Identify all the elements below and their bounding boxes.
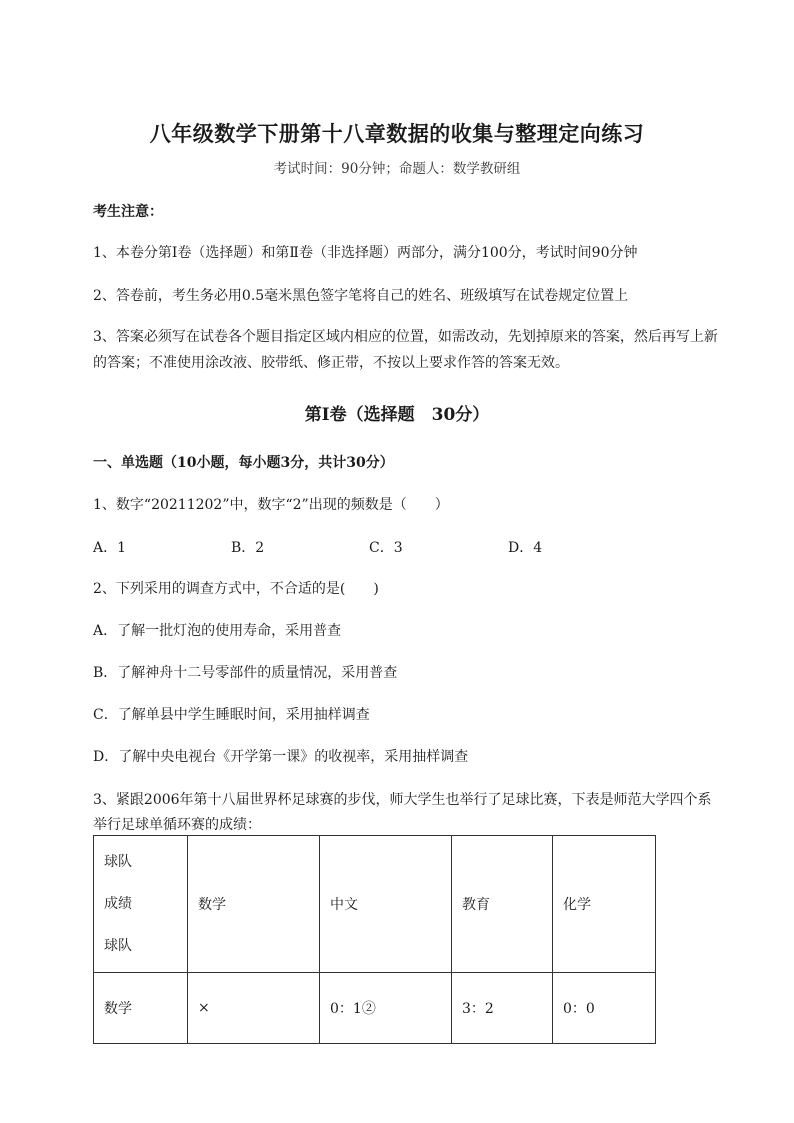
table-corner-cell xyxy=(94,836,188,973)
part1-title: 第I卷（选择题 30分） xyxy=(304,405,490,425)
q2-option-d: D．了解中央电视台《开学第一课》的收视率，采用抽样调查 xyxy=(93,749,469,765)
notice-item-2: 2、答卷前，考生务必用0.5毫米黑色签字笔将自己的姓名、班级填写在试卷规定位置上 xyxy=(93,288,629,304)
results-table xyxy=(93,835,656,1044)
q1-stem: 1、数字“20211202”中，数字“2”出现的频数是（ ） xyxy=(93,497,449,513)
corner-label-score: 成绩 xyxy=(104,896,132,912)
table-row xyxy=(94,973,656,1044)
corner-label-team-top: 球队 xyxy=(104,854,132,870)
column-header: 教育 xyxy=(452,836,553,973)
notice-heading: 考生注意： xyxy=(93,204,163,220)
table-cell: 0：0 xyxy=(553,973,656,1044)
q1-option-a: A．1 xyxy=(93,540,127,556)
q1-option-d: D．4 xyxy=(508,540,543,556)
table-header-row xyxy=(94,836,656,973)
q1-option-b: B．2 xyxy=(231,540,265,556)
column-header: 数学 xyxy=(188,836,320,973)
table-cell: 0：1② xyxy=(320,973,452,1044)
q3-stem-line2: 举行足球单循环赛的成绩： xyxy=(93,817,261,833)
q3-stem-line1: 3、紧跟2006年第十八届世界杯足球赛的步伐，师大学生也举行了足球比赛，下表是师范大学四个系 xyxy=(93,792,712,808)
exam-subtitle: 考试时间：90分钟；命题人：数学教研组 xyxy=(273,161,521,177)
q2-option-c: C．了解单县中学生睡眠时间，采用抽样调查 xyxy=(93,707,370,723)
q2-option-a: A．了解一批灯泡的使用寿命，采用普查 xyxy=(93,623,342,639)
row-team-label: 数学 xyxy=(94,973,188,1044)
column-header: 中文 xyxy=(320,836,452,973)
table-cell: × xyxy=(188,973,320,1044)
notice-item-3-cont: 的答案；不准使用涂改液、胶带纸、修正带，不按以上要求作答的答案无效。 xyxy=(93,355,569,371)
column-header: 化学 xyxy=(553,836,656,973)
notice-item-3: 3、答案必须写在试卷各个题目指定区域内相应的位置，如需改动，先划掉原来的答案，然后再写上新 xyxy=(93,329,718,345)
q1-option-c: C．3 xyxy=(369,540,403,556)
exam-title: 八年级数学下册第十八章数据的收集与整理定向练习 xyxy=(149,121,645,146)
section-heading: 一、单选题（10小题，每小题3分，共计30分） xyxy=(93,455,394,471)
table-cell: 3：2 xyxy=(452,973,553,1044)
corner-label-team-left: 球队 xyxy=(104,938,132,954)
q2-option-b: B．了解神舟十二号零部件的质量情况，采用普查 xyxy=(93,665,398,681)
q2-stem: 2、下列采用的调查方式中，不合适的是( ) xyxy=(93,581,379,597)
notice-item-1: 1、本卷分第I卷（选择题）和第Ⅱ卷（非选择题）两部分，满分100分，考试时间90分钟 xyxy=(93,245,638,261)
